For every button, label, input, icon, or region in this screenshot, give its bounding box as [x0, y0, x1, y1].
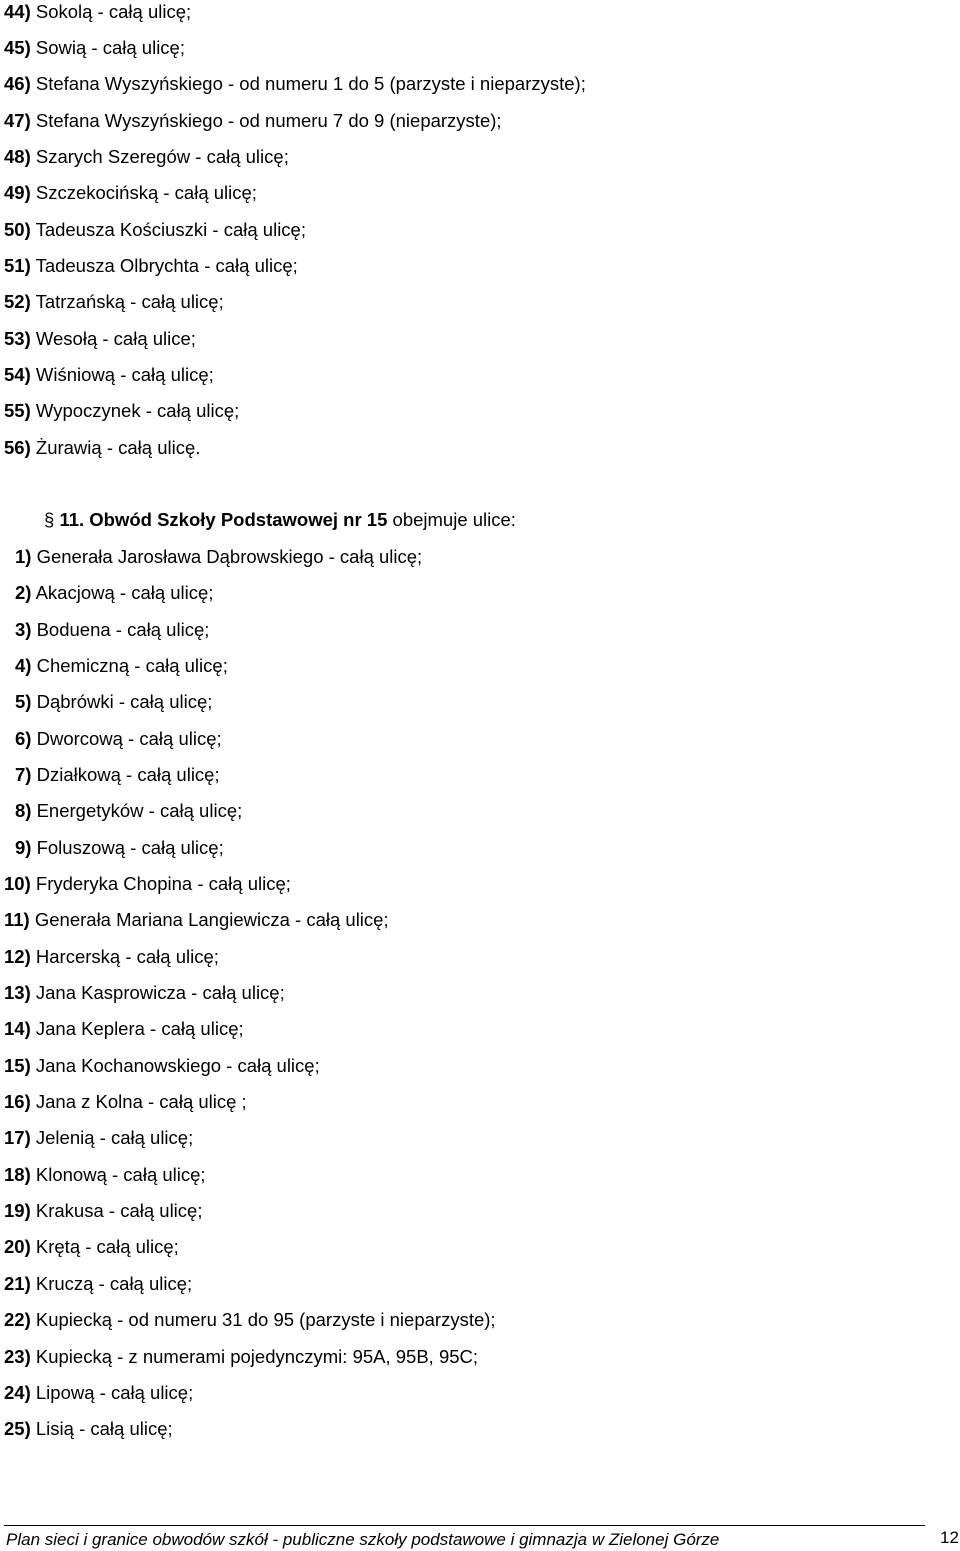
- footer-divider: [4, 1525, 925, 1526]
- item-number: 9): [15, 837, 32, 858]
- list-item: [4, 1309, 496, 1331]
- item-text: Krakusa - całą ulicę;: [35, 1200, 203, 1221]
- list-item: [15, 582, 213, 604]
- item-text: Boduena - całą ulicę;: [36, 619, 210, 640]
- item-text: Generała Jarosława Dąbrowskiego - całą ulicę;: [36, 546, 423, 567]
- item-text: Jana z Kolna - całą ulicę ;: [35, 1091, 247, 1112]
- list-item: [4, 946, 219, 968]
- list-item: [4, 146, 289, 168]
- item-text: Akacjową - całą ulicę;: [35, 582, 214, 603]
- item-number: 50): [4, 219, 31, 240]
- item-number: 51): [4, 255, 31, 276]
- list-item: [4, 291, 224, 313]
- list-item: [4, 1236, 179, 1258]
- list-item: [15, 619, 209, 641]
- item-number: 22): [4, 1309, 31, 1330]
- item-text: Jana Kasprowicza - całą ulicę;: [35, 982, 285, 1003]
- item-text: Sowią - całą ulicę;: [35, 37, 185, 58]
- item-number: 25): [4, 1418, 31, 1439]
- item-number: 53): [4, 328, 31, 349]
- page-number: 12: [940, 1528, 959, 1547]
- item-text: Dąbrówki - całą ulicę;: [36, 691, 213, 712]
- list-item: [15, 728, 222, 750]
- list-item: [4, 1273, 192, 1295]
- item-text: Energetyków - całą ulicę;: [36, 800, 243, 821]
- item-number: 55): [4, 400, 31, 421]
- list-item: [4, 255, 298, 277]
- item-number: 18): [4, 1164, 31, 1185]
- item-number: 7): [15, 764, 32, 785]
- item-text: Fryderyka Chopina - całą ulicę;: [35, 873, 291, 894]
- section-heading: [44, 509, 516, 531]
- item-text: Wiśniową - całą ulicę;: [35, 364, 214, 385]
- list-item: [15, 655, 228, 677]
- item-text: Krętą - całą ulicę;: [35, 1236, 179, 1257]
- item-number: 23): [4, 1346, 31, 1367]
- item-number: 21): [4, 1273, 31, 1294]
- item-text: Tadeusza Olbrychta - całą ulicę;: [35, 255, 298, 276]
- list-item: [4, 1018, 244, 1040]
- list-item: [15, 764, 220, 786]
- list-item: [4, 1346, 478, 1368]
- item-text: Wesołą - całą ulice;: [35, 328, 196, 349]
- item-number: 14): [4, 1018, 31, 1039]
- list-item: [15, 546, 422, 568]
- item-text: Foluszową - całą ulicę;: [36, 837, 224, 858]
- item-text: Sokolą - całą ulicę;: [35, 1, 192, 22]
- item-number: 3): [15, 619, 32, 640]
- item-text: Stefana Wyszyńskiego - od numeru 1 do 5 (parzyste i nieparzyste);: [35, 73, 586, 94]
- list-item: [4, 437, 200, 459]
- footer-title: Plan sieci i granice obwodów szkół - publiczne szkoły podstawowe i gimnazja w Zielonej Górze: [6, 1530, 720, 1549]
- item-text: Lipową - całą ulicę;: [35, 1382, 194, 1403]
- item-text: Wypoczynek - całą ulicę;: [35, 400, 240, 421]
- item-text: Chemiczną - całą ulicę;: [36, 655, 228, 676]
- item-number: 6): [15, 728, 32, 749]
- item-number: 24): [4, 1382, 31, 1403]
- item-text: Kupiecką - z numerami pojedynczymi: 95A, 95B, 95C;: [35, 1346, 479, 1367]
- item-number: 17): [4, 1127, 31, 1148]
- item-number: 54): [4, 364, 31, 385]
- item-text: Jana Kochanowskiego - całą ulicę;: [35, 1055, 320, 1076]
- item-number: 11): [4, 909, 30, 930]
- item-number: 12): [4, 946, 31, 967]
- list-item: [4, 982, 285, 1004]
- item-number: 49): [4, 182, 31, 203]
- list-item: [4, 400, 239, 422]
- list-item: [4, 328, 196, 350]
- item-text: Szarych Szeregów - całą ulicę;: [35, 146, 289, 167]
- list-item: [4, 1164, 206, 1186]
- list-item: [4, 1, 191, 23]
- item-number: 56): [4, 437, 31, 458]
- item-text: Jelenią - całą ulicę;: [35, 1127, 194, 1148]
- item-number: 10): [4, 873, 31, 894]
- list-item: [4, 364, 214, 386]
- item-number: 48): [4, 146, 31, 167]
- item-number: 2): [15, 582, 32, 603]
- item-text: Generała Mariana Langiewicza - całą ulicę;: [34, 909, 389, 930]
- list-item: [4, 873, 291, 895]
- list-item: [4, 909, 389, 931]
- list-item: [4, 1091, 247, 1113]
- list-item: [4, 1055, 320, 1077]
- item-text: Tatrzańską - całą ulicę;: [35, 291, 224, 312]
- item-number: 15): [4, 1055, 31, 1076]
- item-number: 5): [15, 691, 32, 712]
- item-number: 13): [4, 982, 31, 1003]
- list-item: [4, 219, 306, 241]
- list-item: [4, 182, 257, 204]
- item-text: Kruczą - całą ulicę;: [35, 1273, 193, 1294]
- item-number: 19): [4, 1200, 31, 1221]
- item-number: 4): [15, 655, 32, 676]
- item-number: 20): [4, 1236, 31, 1257]
- item-text: Klonową - całą ulicę;: [35, 1164, 206, 1185]
- item-text: Harcerską - całą ulicę;: [35, 946, 219, 967]
- item-text: Szczekocińską - całą ulicę;: [35, 182, 257, 203]
- paragraph-symbol: §: [44, 509, 55, 530]
- section-title: 11. Obwód Szkoły Podstawowej nr 15: [59, 509, 388, 530]
- item-number: 16): [4, 1091, 31, 1112]
- item-number: 45): [4, 37, 31, 58]
- item-number: 47): [4, 110, 31, 131]
- item-number: 46): [4, 73, 31, 94]
- list-item: [4, 110, 502, 132]
- item-text: Stefana Wyszyńskiego - od numeru 7 do 9 (nieparzyste);: [35, 110, 502, 131]
- list-item: [15, 691, 212, 713]
- list-item: [4, 37, 185, 59]
- list-item: [4, 1382, 193, 1404]
- list-item: [4, 1127, 193, 1149]
- section-intro: obejmuje ulice:: [387, 509, 516, 530]
- item-number: 1): [15, 546, 32, 567]
- list-item: [15, 837, 224, 859]
- list-item: [4, 1418, 173, 1440]
- item-number: 8): [15, 800, 32, 821]
- item-text: Jana Keplera - całą ulicę;: [35, 1018, 244, 1039]
- item-text: Tadeusza Kościuszki - całą ulicę;: [35, 219, 306, 240]
- list-item: [15, 800, 242, 822]
- list-item: [4, 73, 586, 95]
- item-text: Żurawią - całą ulicę.: [35, 437, 201, 458]
- item-number: 52): [4, 291, 31, 312]
- item-number: 44): [4, 1, 31, 22]
- item-text: Lisią - całą ulicę;: [35, 1418, 173, 1439]
- list-item: [4, 1200, 202, 1222]
- item-text: Działkową - całą ulicę;: [36, 764, 220, 785]
- item-text: Kupiecką - od numeru 31 do 95 (parzyste i nieparzyste);: [35, 1309, 496, 1330]
- item-text: Dworcową - całą ulicę;: [36, 728, 222, 749]
